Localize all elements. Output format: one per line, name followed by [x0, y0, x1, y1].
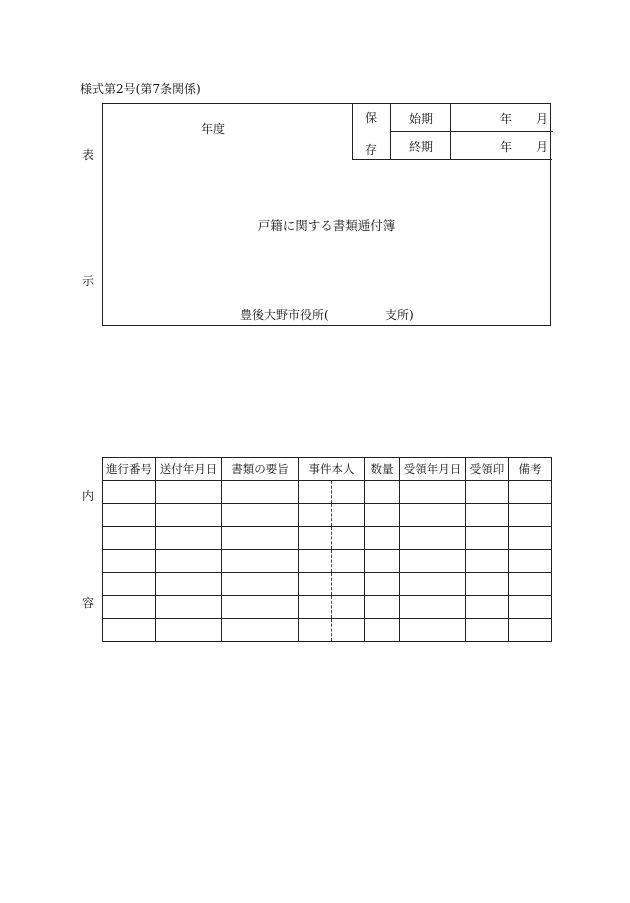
table-cell[interactable]: [466, 619, 509, 642]
contents-side-char-1: 内: [82, 489, 95, 503]
cover-side-char-2: 示: [82, 274, 95, 288]
end-period-label: 終期: [409, 140, 434, 154]
table-cell[interactable]: [156, 504, 222, 527]
table-cell[interactable]: [103, 596, 156, 619]
retention-char-2: 存: [365, 143, 378, 157]
table-cell[interactable]: [400, 527, 466, 550]
table-cell[interactable]: [332, 573, 365, 596]
table-cell[interactable]: [222, 527, 299, 550]
cover-side-char-1: 表: [82, 148, 95, 162]
retention-column-divider: [450, 103, 451, 159]
table-cell[interactable]: [299, 527, 332, 550]
table-row: [103, 619, 552, 642]
table-cell[interactable]: [103, 504, 156, 527]
table-cell[interactable]: [509, 619, 552, 642]
table-cell[interactable]: [299, 596, 332, 619]
form-number-label: 様式第2号(第7条関係): [80, 82, 201, 96]
table-cell[interactable]: [509, 527, 552, 550]
table-cell[interactable]: [332, 504, 365, 527]
table-cell[interactable]: [299, 481, 332, 504]
contents-side-char-2: 容: [82, 596, 95, 610]
table-cell[interactable]: [509, 550, 552, 573]
table-cell[interactable]: [365, 596, 400, 619]
table-row: [103, 573, 552, 596]
start-year-unit: 年: [500, 112, 513, 126]
table-cell[interactable]: [332, 527, 365, 550]
table-cell[interactable]: [365, 527, 400, 550]
header-remarks: 備考: [509, 458, 552, 481]
cover-box: [102, 103, 551, 326]
table-cell[interactable]: [400, 573, 466, 596]
table-cell[interactable]: [466, 504, 509, 527]
table-cell[interactable]: [400, 481, 466, 504]
table-cell[interactable]: [103, 550, 156, 573]
office-label: 豊後大野市役所(: [240, 308, 329, 322]
table-cell[interactable]: [466, 527, 509, 550]
header-receipt-date: 受領年月日: [400, 458, 466, 481]
table-cell[interactable]: [222, 504, 299, 527]
table-cell[interactable]: [299, 550, 332, 573]
table-cell[interactable]: [222, 573, 299, 596]
table-cell[interactable]: [332, 481, 365, 504]
ledger-title: 戸籍に関する書類逓付簿: [257, 218, 396, 233]
table-cell[interactable]: [332, 550, 365, 573]
header-quantity: 数量: [365, 458, 400, 481]
retention-char-1: 保: [365, 111, 378, 125]
table-cell[interactable]: [222, 596, 299, 619]
table-cell[interactable]: [509, 481, 552, 504]
table-cell[interactable]: [466, 596, 509, 619]
table-cell[interactable]: [466, 481, 509, 504]
end-month-unit: 月: [536, 140, 549, 154]
transfer-ledger-table: [102, 457, 552, 642]
retention-row-divider: [391, 131, 553, 132]
table-cell[interactable]: [509, 573, 552, 596]
table-cell[interactable]: [365, 504, 400, 527]
table-cell[interactable]: [222, 619, 299, 642]
table-cell[interactable]: [103, 573, 156, 596]
branch-label: 支所): [385, 308, 414, 322]
table-cell[interactable]: [466, 573, 509, 596]
table-row: [103, 481, 552, 504]
table-cell[interactable]: [299, 619, 332, 642]
table-cell[interactable]: [365, 619, 400, 642]
table-cell[interactable]: [222, 550, 299, 573]
table-row: [103, 504, 552, 527]
table-cell[interactable]: [156, 573, 222, 596]
table-cell[interactable]: [332, 596, 365, 619]
table-cell[interactable]: [103, 481, 156, 504]
table-cell[interactable]: [156, 527, 222, 550]
table-cell[interactable]: [365, 550, 400, 573]
header-receipt-seal: 受領印: [466, 458, 509, 481]
table-cell[interactable]: [509, 504, 552, 527]
office-name: [240, 306, 414, 323]
table-cell[interactable]: [400, 596, 466, 619]
table-body: [103, 481, 552, 642]
table-cell[interactable]: [365, 573, 400, 596]
table-cell[interactable]: [103, 619, 156, 642]
table-cell[interactable]: [365, 481, 400, 504]
table-cell[interactable]: [156, 619, 222, 642]
start-month-unit: 月: [536, 112, 549, 126]
fiscal-year-label: 年度: [201, 122, 226, 136]
table-cell[interactable]: [299, 573, 332, 596]
table-cell[interactable]: [400, 550, 466, 573]
retention-label-column: [353, 103, 391, 159]
table-cell[interactable]: [400, 619, 466, 642]
table-cell[interactable]: [466, 550, 509, 573]
header-progress-number: 進行番号: [103, 458, 156, 481]
table-row: [103, 596, 552, 619]
retention-period-box: [352, 103, 552, 160]
table-cell[interactable]: [509, 596, 552, 619]
table-cell[interactable]: [299, 504, 332, 527]
table-cell[interactable]: [222, 481, 299, 504]
header-person-concerned: 事件本人: [299, 458, 365, 481]
header-send-date: 送付年月日: [156, 458, 222, 481]
table-cell[interactable]: [332, 619, 365, 642]
table-header-row: [103, 458, 552, 481]
header-document-summary: 書類の要旨: [222, 458, 299, 481]
table-cell[interactable]: [400, 504, 466, 527]
table-cell[interactable]: [156, 596, 222, 619]
table-cell[interactable]: [156, 550, 222, 573]
table-row: [103, 527, 552, 550]
table-cell[interactable]: [156, 481, 222, 504]
end-year-unit: 年: [500, 140, 513, 154]
start-period-label: 始期: [409, 112, 434, 126]
table-cell[interactable]: [103, 527, 156, 550]
table-row: [103, 550, 552, 573]
